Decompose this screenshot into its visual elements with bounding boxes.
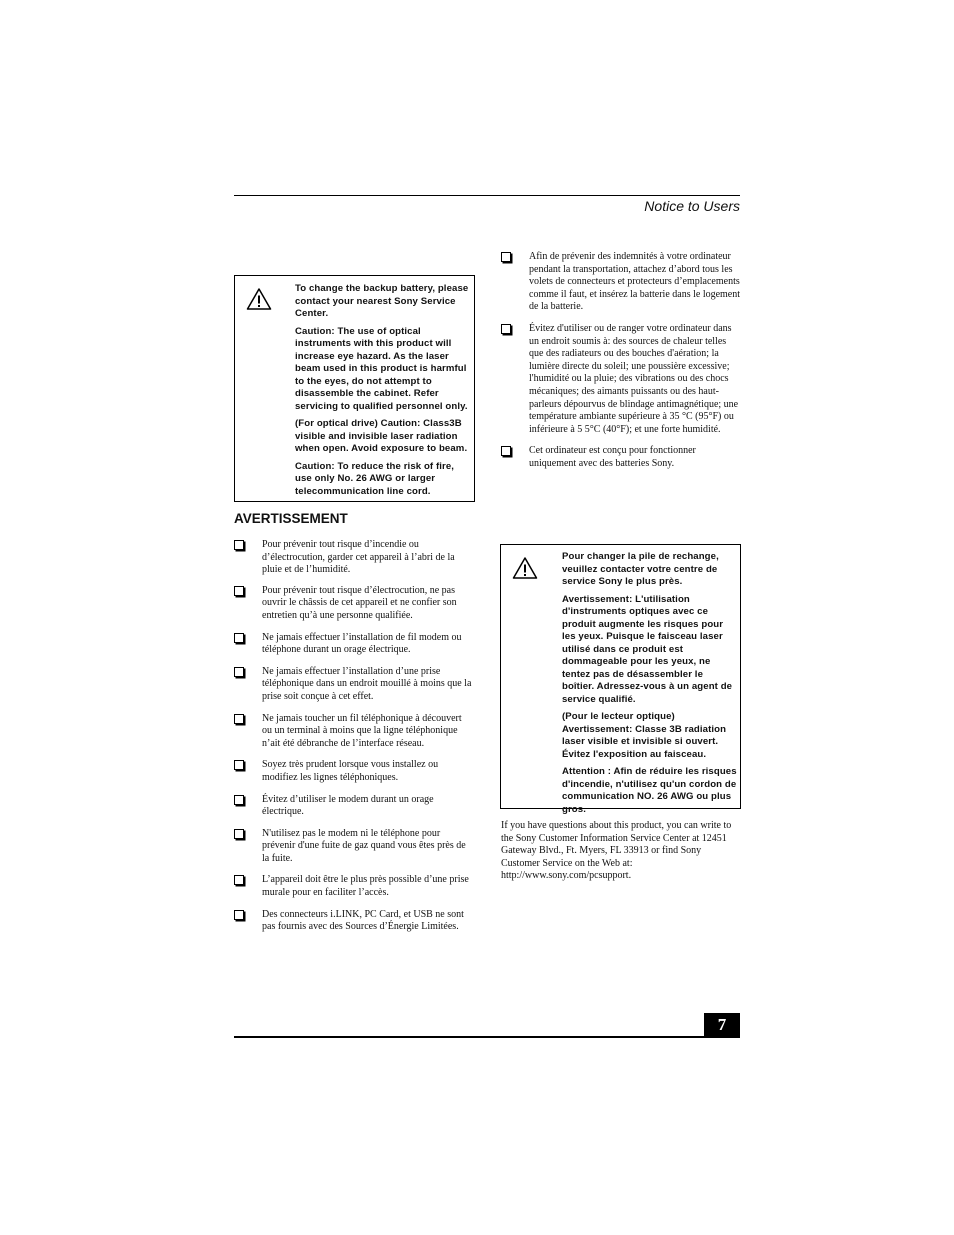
checkbox-bullet-icon: [234, 714, 244, 724]
list-item: [234, 713, 474, 751]
list-item-text: Ne jamais toucher un fil téléphonique à découvert ou un terminal à moins que la ligne téléphonique n’ait été débranche de l’interface réseau.: [262, 712, 462, 749]
checkbox-bullet-icon: [234, 586, 244, 596]
warning-box-english: [234, 275, 475, 502]
list-item-text: Pour prévenir tout risque d’incendie ou d’électrocution, garder cet appareil à l’abri de la pluie et de l’humidité.: [262, 539, 455, 576]
avertissement-heading: AVERTISSEMENT: [234, 511, 348, 526]
list-item-text: Ne jamais effectuer l’installation d’une prise téléphonique dans un endroit mouillé à moins que la prise soit conçue à cet effet.: [262, 665, 472, 702]
checkbox-bullet-icon: [234, 760, 244, 770]
list-item-text: Soyez très prudent lorsque vous installez ou modifiez les lignes téléphoniques.: [262, 759, 439, 783]
list-item-text: N'utilisez pas le modem ni le téléphone pour prévenir d'une fuite de gaz quand vous êtes près de la fuite.: [262, 827, 466, 864]
checkbox-bullet-icon: [234, 829, 244, 839]
warning-text-french: [562, 551, 738, 816]
contact-paragraph: If you have questions about this product, you can write to the Sony Customer Information Service Center at 12451 Gateway Blvd., Ft. Myers, FL 33913 or find Sony Customer Service on the Web at: http://www.sony.com/pcsupport.: [501, 820, 732, 882]
list-item: [501, 445, 741, 470]
list-item: [234, 585, 474, 623]
list-item: [234, 632, 474, 657]
right-column-list: [501, 251, 741, 471]
checkbox-bullet-icon: [501, 252, 511, 262]
list-item-text: Cet ordinateur est conçu pour fonctionner uniquement avec des batteries Sony.: [529, 445, 696, 469]
list-item-text: Pour prévenir tout risque d’électrocution, ne pas ouvrir le châssis de cet appareil et ne confier son entretien qu’à une personne qualifiée.: [262, 584, 457, 621]
checkbox-bullet-icon: [234, 875, 244, 885]
warning-paragraph: Caution: To reduce the risk of fire, use only No. 26 AWG or larger telecommunication line cord.: [295, 460, 455, 497]
warning-paragraph: Attention : Afin de réduire les risques d'incendie, n'utilisez qu'un cordon de communication NO. 26 AWG ou plus gros.: [562, 766, 737, 815]
list-item: [234, 828, 474, 866]
list-item-text: Des connecteurs i.LINK, PC Card, et USB ne sont pas fournis avec des Sources d’Énergie Limitées.: [262, 908, 464, 933]
warning-paragraph: (Pour le lecteur optique) Avertissement: Classe 3B radiation laser visible et invisible si ouvert. Évitez l'exposition au faisceau.: [562, 711, 727, 760]
list-item: [234, 874, 474, 899]
list-item: [234, 666, 474, 704]
list-item-text: Évitez d'utiliser ou de ranger votre ordinateur dans un endroit soumis à: des sources de chaleur telles que des radiateurs ou des bouches d'aération; la lumière directe du soleil; une poussière excessive; l'humidité ou la pluie; des vibrations ou des chocs mécaniques; des aimants puissants ou des haut-parleurs dépourvus de blindage antimagnétique; une température ambiante supérieure à 35 °C (95°F) ou inférieure à 5 5°C (40°F); et une forte humidité.: [529, 322, 739, 435]
list-item: [234, 794, 474, 819]
list-item: [234, 909, 474, 934]
list-item-text: Afin de prévenir des indemnités à votre ordinateur pendant la transportation, attachez d’abord tous les volets de connecteurs et protecteurs d’emplacements comme il faut, et insérez la batterie dans le logement de la batterie.: [529, 251, 741, 313]
list-item-text: Évitez d’utiliser le modem durant un orage électrique.: [262, 793, 434, 818]
list-item: [234, 539, 474, 577]
checkbox-bullet-icon: [234, 667, 244, 677]
list-item-text: Ne jamais effectuer l’installation de fil modem ou téléphone durant un orage électrique.: [262, 631, 462, 656]
warning-box-french: [500, 544, 741, 815]
checkbox-bullet-icon: [501, 446, 511, 456]
warning-paragraph: Caution: The use of optical instruments with this product will increase eye hazard. As the laser beam used in this product is harmful to the eyes, do not attempt to disassemble the cabinet. Refer servicing to qualified personnel only.: [295, 325, 468, 412]
warning-paragraph: (For optical drive) Caution: Class3B visible and invisible laser radiation when open. Avoid exposure to beam.: [295, 418, 468, 454]
warning-paragraph: Avertissement: L'utilisation d'instruments optiques avec ce produit augmente les risques pour les yeux. Puisque le faisceau laser utilisé dans ce produit est dommageable pour les yeux, ne tentez pas de désassembler le boîtier. Adressez-vous à un agent de service qualifié.: [562, 593, 733, 705]
warning-paragraph: Pour changer la pile de rechange, veuillez contacter votre centre de service Sony le plus près.: [562, 551, 719, 587]
page-number: 7: [704, 1013, 740, 1037]
checkbox-bullet-icon: [234, 540, 244, 550]
checkbox-bullet-icon: [234, 795, 244, 805]
checkbox-bullet-icon: [234, 633, 244, 643]
list-item: [501, 251, 741, 314]
header-rule: [234, 195, 740, 196]
page-header-title: Notice to Users: [644, 198, 740, 214]
footer-rule: [234, 1036, 740, 1038]
list-item-text: L’appareil doit être le plus près possible d’une prise murale pour en faciliter l’accès.: [262, 874, 469, 899]
avertissement-list: [234, 539, 474, 934]
warning-triangle-icon: [512, 556, 538, 580]
list-item: [501, 323, 741, 436]
warning-triangle-icon: [246, 287, 272, 311]
warning-paragraph: To change the backup battery, please contact your nearest Sony Service Center.: [295, 283, 469, 319]
warning-text-english: [295, 283, 472, 498]
list-item: [234, 759, 474, 784]
checkbox-bullet-icon: [501, 324, 511, 334]
checkbox-bullet-icon: [234, 910, 244, 920]
